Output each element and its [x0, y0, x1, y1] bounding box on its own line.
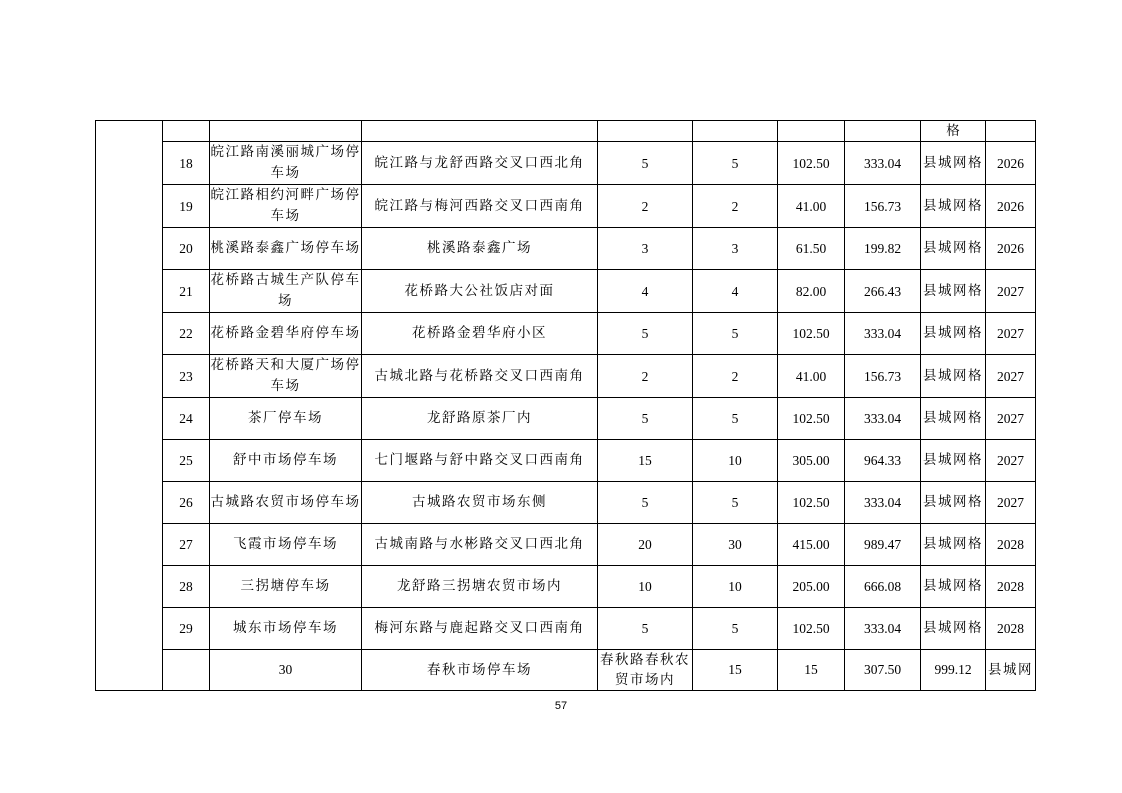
value-a-cell: 5	[598, 398, 693, 440]
location-cell: 春秋路春秋农贸市场内	[598, 650, 693, 691]
value-a-cell: 4	[598, 270, 693, 313]
page-number: 57	[554, 700, 568, 712]
value-b-cell: 5	[693, 313, 778, 355]
parking-table	[95, 120, 1036, 691]
table-row	[96, 313, 1036, 355]
table-row	[96, 440, 1036, 482]
table-row	[96, 355, 1036, 398]
year-cell: 2028	[986, 608, 1036, 650]
parking-name-cell: 花桥路古城生产队停车场	[210, 270, 362, 313]
year-cell: 2026	[986, 142, 1036, 185]
type-cell: 县城网格	[921, 482, 986, 524]
year-cell: 2027	[986, 440, 1036, 482]
row-number-cell: 29	[163, 608, 210, 650]
value-b-cell: 3	[693, 228, 778, 270]
value-d-cell: 333.04	[845, 142, 921, 185]
type-cell: 县城网	[986, 650, 1036, 691]
value-d-cell: 999.12	[921, 650, 986, 691]
value-c-cell: 102.50	[778, 398, 845, 440]
parking-name-cell: 桃溪路泰鑫广场停车场	[210, 228, 362, 270]
year-cell: 2026	[986, 228, 1036, 270]
value-a-cell: 5	[598, 482, 693, 524]
row-number-cell: 19	[163, 185, 210, 228]
value-b-cell: 2	[693, 355, 778, 398]
location-cell: 皖江路与龙舒西路交叉口西北角	[362, 142, 598, 185]
value-a-cell: 5	[598, 313, 693, 355]
value-a-cell: 15	[598, 440, 693, 482]
year-cell: 2027	[986, 398, 1036, 440]
type-cell: 县城网格	[921, 142, 986, 185]
table-row	[96, 270, 1036, 313]
type-cell: 县城网格	[921, 355, 986, 398]
value-d-cell: 333.04	[845, 482, 921, 524]
table-row	[96, 398, 1036, 440]
parking-name-cell: 古城路农贸市场停车场	[210, 482, 362, 524]
value-c-cell: 41.00	[778, 185, 845, 228]
value-c-cell: 102.50	[778, 608, 845, 650]
row-number-cell: 25	[163, 440, 210, 482]
parking-name-cell: 飞霞市场停车场	[210, 524, 362, 566]
type-cell: 县城网格	[921, 608, 986, 650]
value-b-cell: 30	[693, 524, 778, 566]
parking-name-cell: 茶厂停车场	[210, 398, 362, 440]
value-b-cell: 4	[693, 270, 778, 313]
location-cell: 花桥路大公社饭店对面	[362, 270, 598, 313]
parking-name-cell: 花桥路金碧华府停车场	[210, 313, 362, 355]
year-cell: 2027	[986, 482, 1036, 524]
table-row	[96, 482, 1036, 524]
value-c-cell: 102.50	[778, 313, 845, 355]
value-b-cell: 5	[693, 482, 778, 524]
table-row-last	[96, 650, 1036, 691]
value-a-cell: 10	[598, 566, 693, 608]
value-b-cell: 2	[693, 185, 778, 228]
table-row	[96, 142, 1036, 185]
value-a-cell: 3	[598, 228, 693, 270]
parking-name-cell: 舒中市场停车场	[210, 440, 362, 482]
value-b-cell: 5	[693, 398, 778, 440]
value-c-cell: 61.50	[778, 228, 845, 270]
value-c-cell: 41.00	[778, 355, 845, 398]
value-c-cell: 415.00	[778, 524, 845, 566]
value-b-cell: 5	[693, 142, 778, 185]
location-cell: 皖江路与梅河西路交叉口西南角	[362, 185, 598, 228]
year-cell: 2026	[986, 185, 1036, 228]
row-number-cell: 20	[163, 228, 210, 270]
parking-name-cell: 三拐塘停车场	[210, 566, 362, 608]
year-cell: 2027	[986, 355, 1036, 398]
row-number-cell: 30	[210, 650, 362, 691]
year-cell: 2028	[986, 566, 1036, 608]
value-a-cell: 20	[598, 524, 693, 566]
value-b-cell: 5	[693, 608, 778, 650]
row-number-cell: 24	[163, 398, 210, 440]
row-number-cell: 28	[163, 566, 210, 608]
table-row-continuation	[96, 121, 1036, 142]
value-d-cell: 666.08	[845, 566, 921, 608]
type-cell: 县城网格	[921, 524, 986, 566]
table-row	[96, 566, 1036, 608]
parking-name-cell: 花桥路天和大厦广场停车场	[210, 355, 362, 398]
row-number-cell: 26	[163, 482, 210, 524]
value-d-cell: 333.04	[845, 313, 921, 355]
location-cell: 龙舒路原茶厂内	[362, 398, 598, 440]
parking-name-cell: 春秋市场停车场	[362, 650, 598, 691]
parking-name-cell: 城东市场停车场	[210, 608, 362, 650]
type-cell: 格	[921, 121, 986, 142]
value-a-cell: 5	[598, 142, 693, 185]
value-c-cell: 205.00	[778, 566, 845, 608]
value-b-cell: 15	[778, 650, 845, 691]
row-number-cell: 23	[163, 355, 210, 398]
location-cell: 桃溪路泰鑫广场	[362, 228, 598, 270]
value-b-cell: 10	[693, 440, 778, 482]
type-cell: 县城网格	[921, 313, 986, 355]
value-d-cell: 989.47	[845, 524, 921, 566]
value-c-cell: 307.50	[845, 650, 921, 691]
parking-name-cell: 皖江路南溪丽城广场停车场	[210, 142, 362, 185]
type-cell: 县城网格	[921, 398, 986, 440]
value-d-cell: 266.43	[845, 270, 921, 313]
table-row	[96, 228, 1036, 270]
row-number-cell: 22	[163, 313, 210, 355]
location-cell: 龙舒路三拐塘农贸市场内	[362, 566, 598, 608]
type-cell: 县城网格	[921, 440, 986, 482]
value-a-cell: 2	[598, 355, 693, 398]
location-cell: 古城北路与花桥路交叉口西南角	[362, 355, 598, 398]
row-number-cell: 18	[163, 142, 210, 185]
table-row	[96, 185, 1036, 228]
value-c-cell: 102.50	[778, 482, 845, 524]
year-cell: 2028	[986, 524, 1036, 566]
year-cell: 2027	[986, 270, 1036, 313]
type-cell: 县城网格	[921, 228, 986, 270]
row-number-cell: 21	[163, 270, 210, 313]
year-cell: 2027	[986, 313, 1036, 355]
location-cell: 古城路农贸市场东侧	[362, 482, 598, 524]
value-a-cell: 2	[598, 185, 693, 228]
location-cell: 七门堰路与舒中路交叉口西南角	[362, 440, 598, 482]
value-c-cell: 82.00	[778, 270, 845, 313]
value-c-cell: 102.50	[778, 142, 845, 185]
value-d-cell: 156.73	[845, 185, 921, 228]
parking-name-cell: 皖江路相约河畔广场停车场	[210, 185, 362, 228]
type-cell: 县城网格	[921, 566, 986, 608]
table-row	[96, 608, 1036, 650]
value-d-cell: 964.33	[845, 440, 921, 482]
value-d-cell: 333.04	[845, 608, 921, 650]
value-d-cell: 156.73	[845, 355, 921, 398]
value-d-cell: 333.04	[845, 398, 921, 440]
value-d-cell: 199.82	[845, 228, 921, 270]
location-cell: 梅河东路与鹿起路交叉口西南角	[362, 608, 598, 650]
table-row	[96, 524, 1036, 566]
value-a-cell: 5	[598, 608, 693, 650]
left-cell	[163, 650, 210, 691]
value-b-cell: 10	[693, 566, 778, 608]
value-a-cell: 15	[693, 650, 778, 691]
location-cell: 古城南路与水彬路交叉口西北角	[362, 524, 598, 566]
type-cell: 县城网格	[921, 185, 986, 228]
value-c-cell: 305.00	[778, 440, 845, 482]
location-cell: 花桥路金碧华府小区	[362, 313, 598, 355]
row-number-cell: 27	[163, 524, 210, 566]
merged-left-cell	[96, 121, 163, 691]
type-cell: 县城网格	[921, 270, 986, 313]
